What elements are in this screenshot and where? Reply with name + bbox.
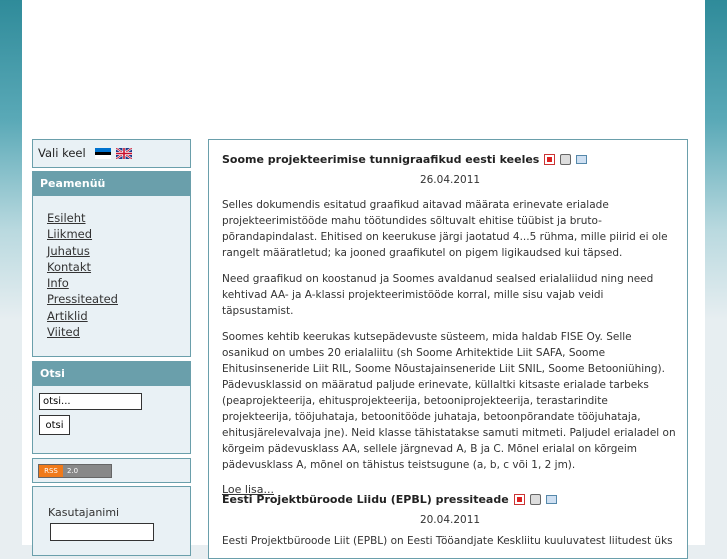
login-panel (32, 486, 191, 556)
background-gradient-right (705, 0, 727, 545)
menu-item-liikmed[interactable]: Liikmed (47, 227, 93, 242)
main-menu-list (47, 210, 190, 340)
article-date: 26.04.2011 (419, 174, 481, 186)
article-title[interactable]: Eesti Projektbüroode Liidu (EPBL) pressiteade (222, 492, 509, 506)
article-title-row (222, 152, 678, 166)
language-label: Vali keel (38, 146, 86, 160)
english-flag-icon[interactable] (116, 148, 132, 159)
menu-item-esileht[interactable]: Esileht (47, 211, 86, 225)
search-panel (32, 361, 191, 454)
rss-badge-right: 2.0 (63, 465, 111, 477)
menu-item-juhatus[interactable]: Juhatus (47, 243, 90, 258)
search-button[interactable]: otsi (39, 415, 70, 435)
background-gradient-left (0, 0, 22, 545)
main-menu (32, 171, 191, 357)
article-body (222, 197, 678, 473)
email-icon[interactable] (546, 495, 557, 504)
print-icon[interactable] (530, 494, 541, 505)
main-menu-title: Peamenüü (33, 172, 190, 196)
search-input[interactable] (39, 393, 142, 410)
search-title: Otsi (33, 362, 190, 386)
article-paragraph: Selles dokumendis esitatud graafikud aitavad määrata erinevate erialade projekteerimistööde mahu töötundides sõltuvalt ehitise tüübist ja bruto-põrandapindalast. Ehitised on keerukuse järgi jaotatud 4...5 rühma, mille piirid ei ole rangelt määratletud; ka jooned graafikutel on pigem ligikaudsed kui täpsed. (222, 199, 668, 259)
pdf-icon[interactable] (514, 494, 525, 505)
email-icon[interactable] (576, 155, 587, 164)
article-paragraph: Eesti Projektbüroode Liit (EPBL) on Eesti Tööandjate Keskliitu kuuluvatest liitudest üks (222, 535, 673, 547)
article (222, 152, 678, 496)
menu-item-viited[interactable]: Viited (47, 325, 80, 340)
estonian-flag-icon[interactable] (95, 148, 111, 159)
pdf-icon[interactable] (544, 154, 555, 165)
rss-panel (32, 458, 191, 483)
article-paragraph: Need graafikud on koostanud ja Soomes avaldanud sealsed erialaliidud ning need kehtivad AA- ja A-klassi projekteerimistööde korral, mille sisu vajab veidi täpsustamist. (222, 273, 654, 317)
rss-feed-badge[interactable] (38, 464, 112, 478)
rss-badge-left: RSS (39, 465, 63, 477)
read-more-link[interactable]: Loe lisa... (222, 483, 275, 496)
article-paragraph: Soomes kehtib keerukas kutsepädevuste süsteem, mida haldab FISE Oy. Selle osanikud on umbes 20 erialaliitu (sh Soome Arhitektide Liit SAFA, Soome Ehitusinseneride Liit RIL, Soome Nõustajainseneride Liit SNIL, Soome Betooniühing). Pädevusklassid on määratud paljude erinevate, küllaltki kitsaste erialade tarbeks (peaprojekteerija, ehitusprojekteerija, betooniprojekteerija, terastarindite projekteerija, tööjuhataja, betoonitööde juhataja, betoonpõrandate tööjuhataja, ehitusjärelevalvaja jne). Neid klasse tähistatakse samuti mitmeti. Paljudel erialadel on kõrgeim pädevusklass AA, sellele järgnevad A, B ja C. Mõnel erialal on kõrgeim pädevusklass A, mõnel on tähistus teistsugune (a, b, c või 1, 2 jm). (222, 331, 676, 471)
menu-item-kontakt[interactable]: Kontakt (47, 259, 92, 274)
username-label: Kasutajanimi (48, 506, 120, 519)
language-selector (32, 139, 191, 168)
menu-item-info[interactable]: Info (47, 276, 69, 291)
article-date: 20.04.2011 (419, 514, 481, 526)
page (22, 0, 705, 545)
article-title[interactable]: Soome projekteerimise tunnigraafikud eesti keeles (222, 152, 540, 166)
article (222, 492, 678, 559)
menu-item-artiklid[interactable]: Artiklid (47, 308, 88, 323)
print-icon[interactable] (560, 154, 571, 165)
username-input[interactable] (50, 523, 154, 541)
article-title-row (222, 492, 678, 506)
content-area (208, 139, 688, 559)
menu-item-pressiteated[interactable]: Pressiteated (47, 292, 118, 307)
article-body (222, 533, 678, 549)
